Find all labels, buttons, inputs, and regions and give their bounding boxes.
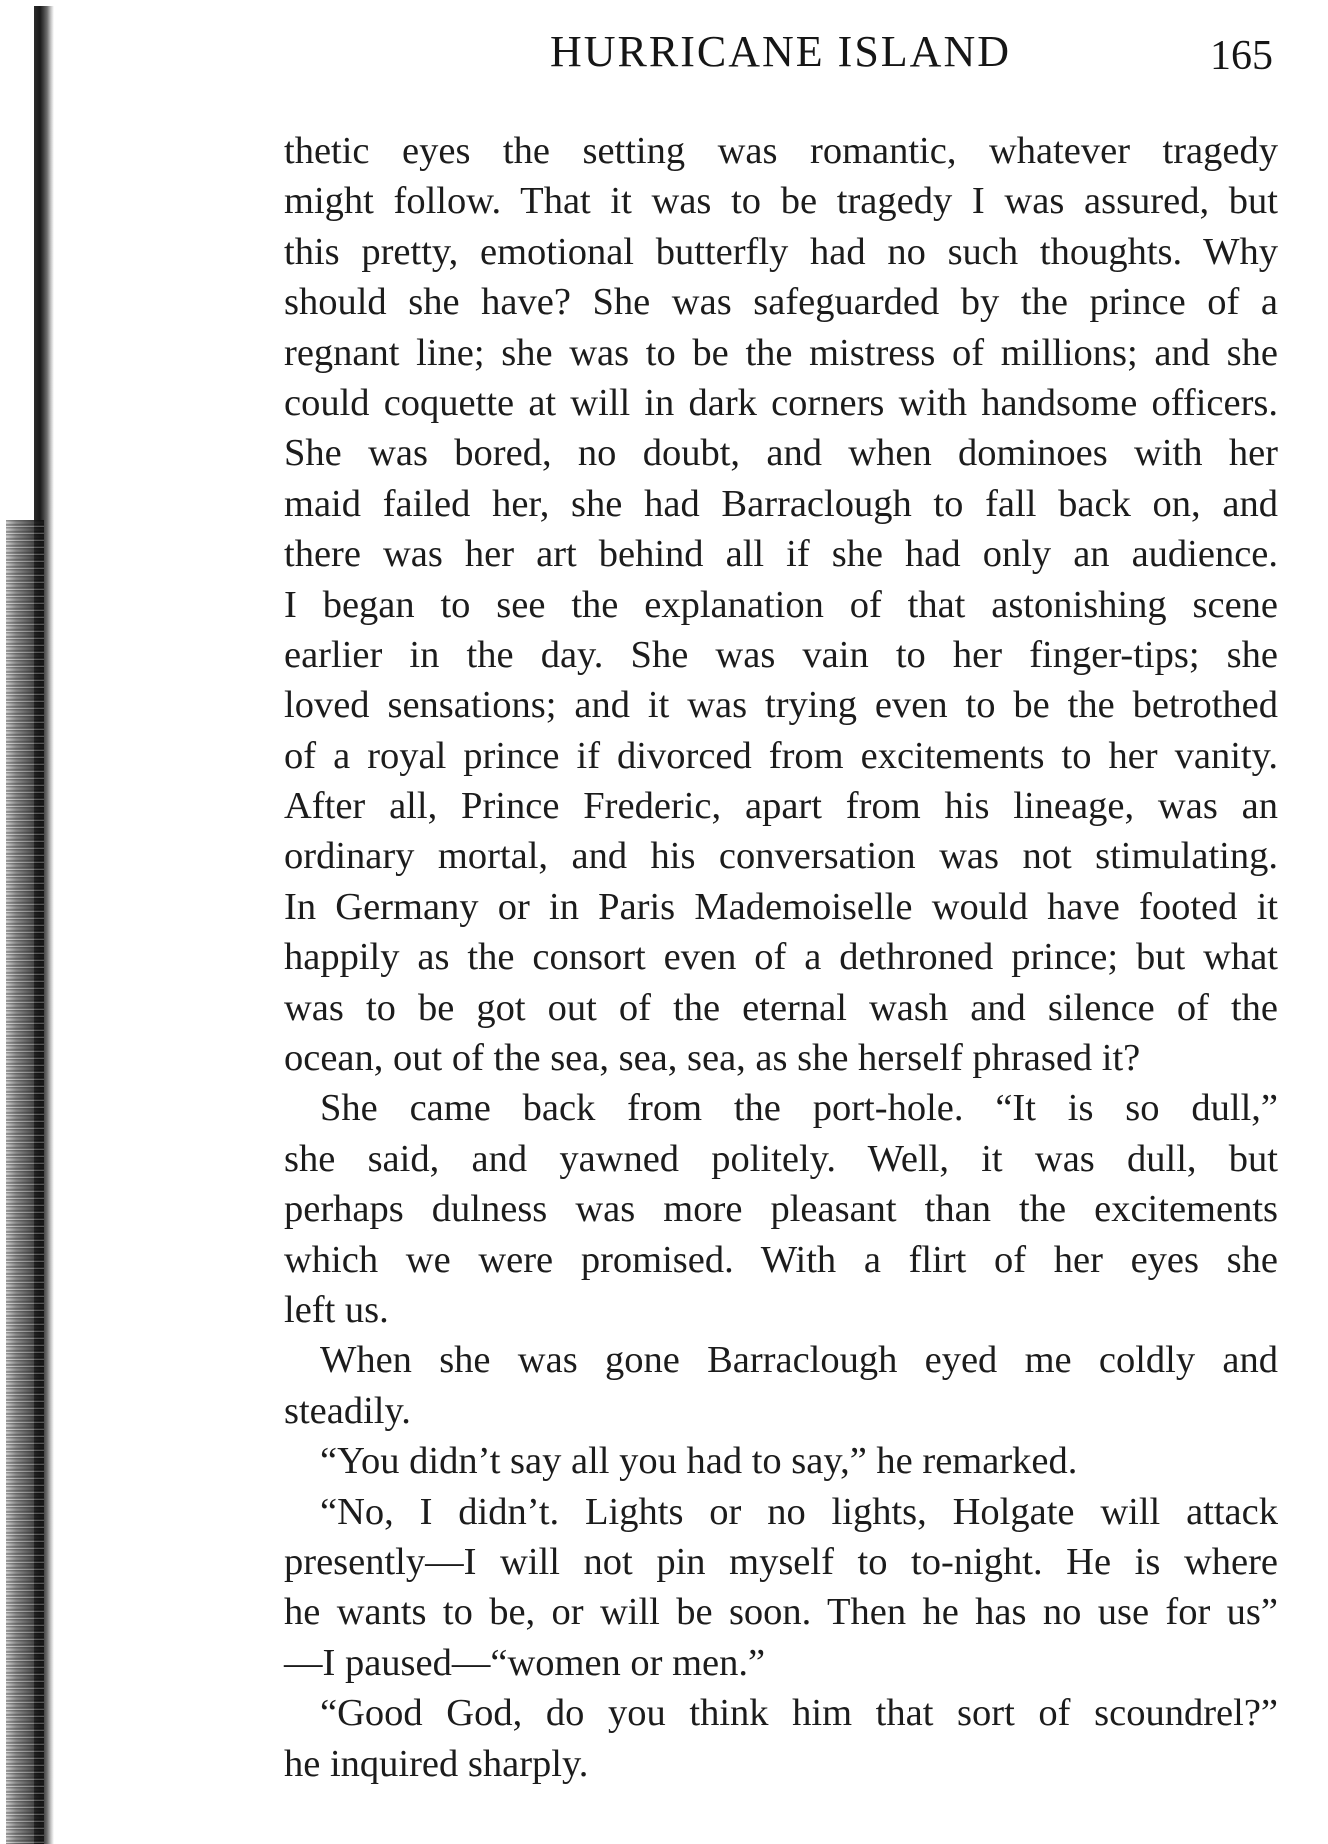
text-line: When she was gone Barraclough eyed me coldly and <box>320 1339 1278 1382</box>
page-number: 165 <box>1210 33 1273 79</box>
text-line: loved sensations; and it was trying even to be the betrothed <box>284 684 1278 727</box>
text-line: left us. <box>284 1288 389 1331</box>
text-line: perhaps dulness was more pleasant than the excitements <box>284 1188 1278 1231</box>
running-head <box>0 22 1328 82</box>
text-line: should she have? She was safeguarded by the prince of a <box>284 281 1278 324</box>
text-line: She came back from the port-hole. “It is so dull,” <box>320 1087 1278 1130</box>
text-line: presently—I will not pin myself to to-night. He is where <box>284 1540 1278 1583</box>
text-line: he inquired sharply. <box>284 1742 589 1785</box>
text-line: was to be got out of the eternal wash and silence of the <box>284 986 1278 1029</box>
text-line: “No, I didn’t. Lights or no lights, Holgate will attack <box>320 1490 1278 1533</box>
text-line: After all, Prince Frederic, apart from his lineage, was an <box>284 785 1278 828</box>
text-line: earlier in the day. She was vain to her finger-tips; she <box>284 633 1278 676</box>
text-line: “You didn’t say all you had to say,” he remarked. <box>320 1440 1078 1483</box>
text-line: he wants to be, or will be soon. Then he has no use for us” <box>284 1591 1278 1634</box>
text-line: there was her art behind all if she had only an audience. <box>284 533 1278 576</box>
text-line: might follow. That it was to be tragedy I was assured, but <box>284 180 1278 223</box>
text-line: “Good God, do you think him that sort of scoundrel?” <box>320 1692 1278 1735</box>
text-line: which we were promised. With a flirt of her eyes she <box>284 1238 1278 1281</box>
text-line: I began to see the explanation of that astonishing scene <box>284 583 1278 626</box>
text-line: ordinary mortal, and his conversation was not stimulating. <box>284 835 1278 878</box>
text-line: this pretty, emotional butterfly had no such thoughts. Why <box>284 230 1278 273</box>
text-line: regnant line; she was to be the mistress of millions; and she <box>284 331 1278 374</box>
running-title: HURRICANE ISLAND <box>550 27 1011 76</box>
text-line: ocean, out of the sea, sea, sea, as she herself phrased it? <box>284 1037 1141 1080</box>
text-line: In Germany or in Paris Mademoiselle would have footed it <box>284 885 1278 928</box>
body-text <box>284 126 1278 1789</box>
text-line: she said, and yawned politely. Well, it was dull, but <box>284 1137 1278 1180</box>
text-line: of a royal prince if divorced from excitements to her vanity. <box>284 734 1278 777</box>
text-line: happily as the consort even of a dethroned prince; but what <box>284 936 1278 979</box>
text-line: —I paused—“women or men.” <box>284 1641 766 1684</box>
text-line: maid failed her, she had Barraclough to fall back on, and <box>284 482 1278 525</box>
text-line: thetic eyes the setting was romantic, whatever tragedy <box>284 130 1278 172</box>
text-line: She was bored, no doubt, and when dominoes with her <box>284 432 1278 475</box>
binding-edge-shadow <box>6 520 44 1844</box>
text-line: could coquette at will in dark corners with handsome officers. <box>284 381 1278 424</box>
text-line: steadily. <box>284 1389 411 1432</box>
